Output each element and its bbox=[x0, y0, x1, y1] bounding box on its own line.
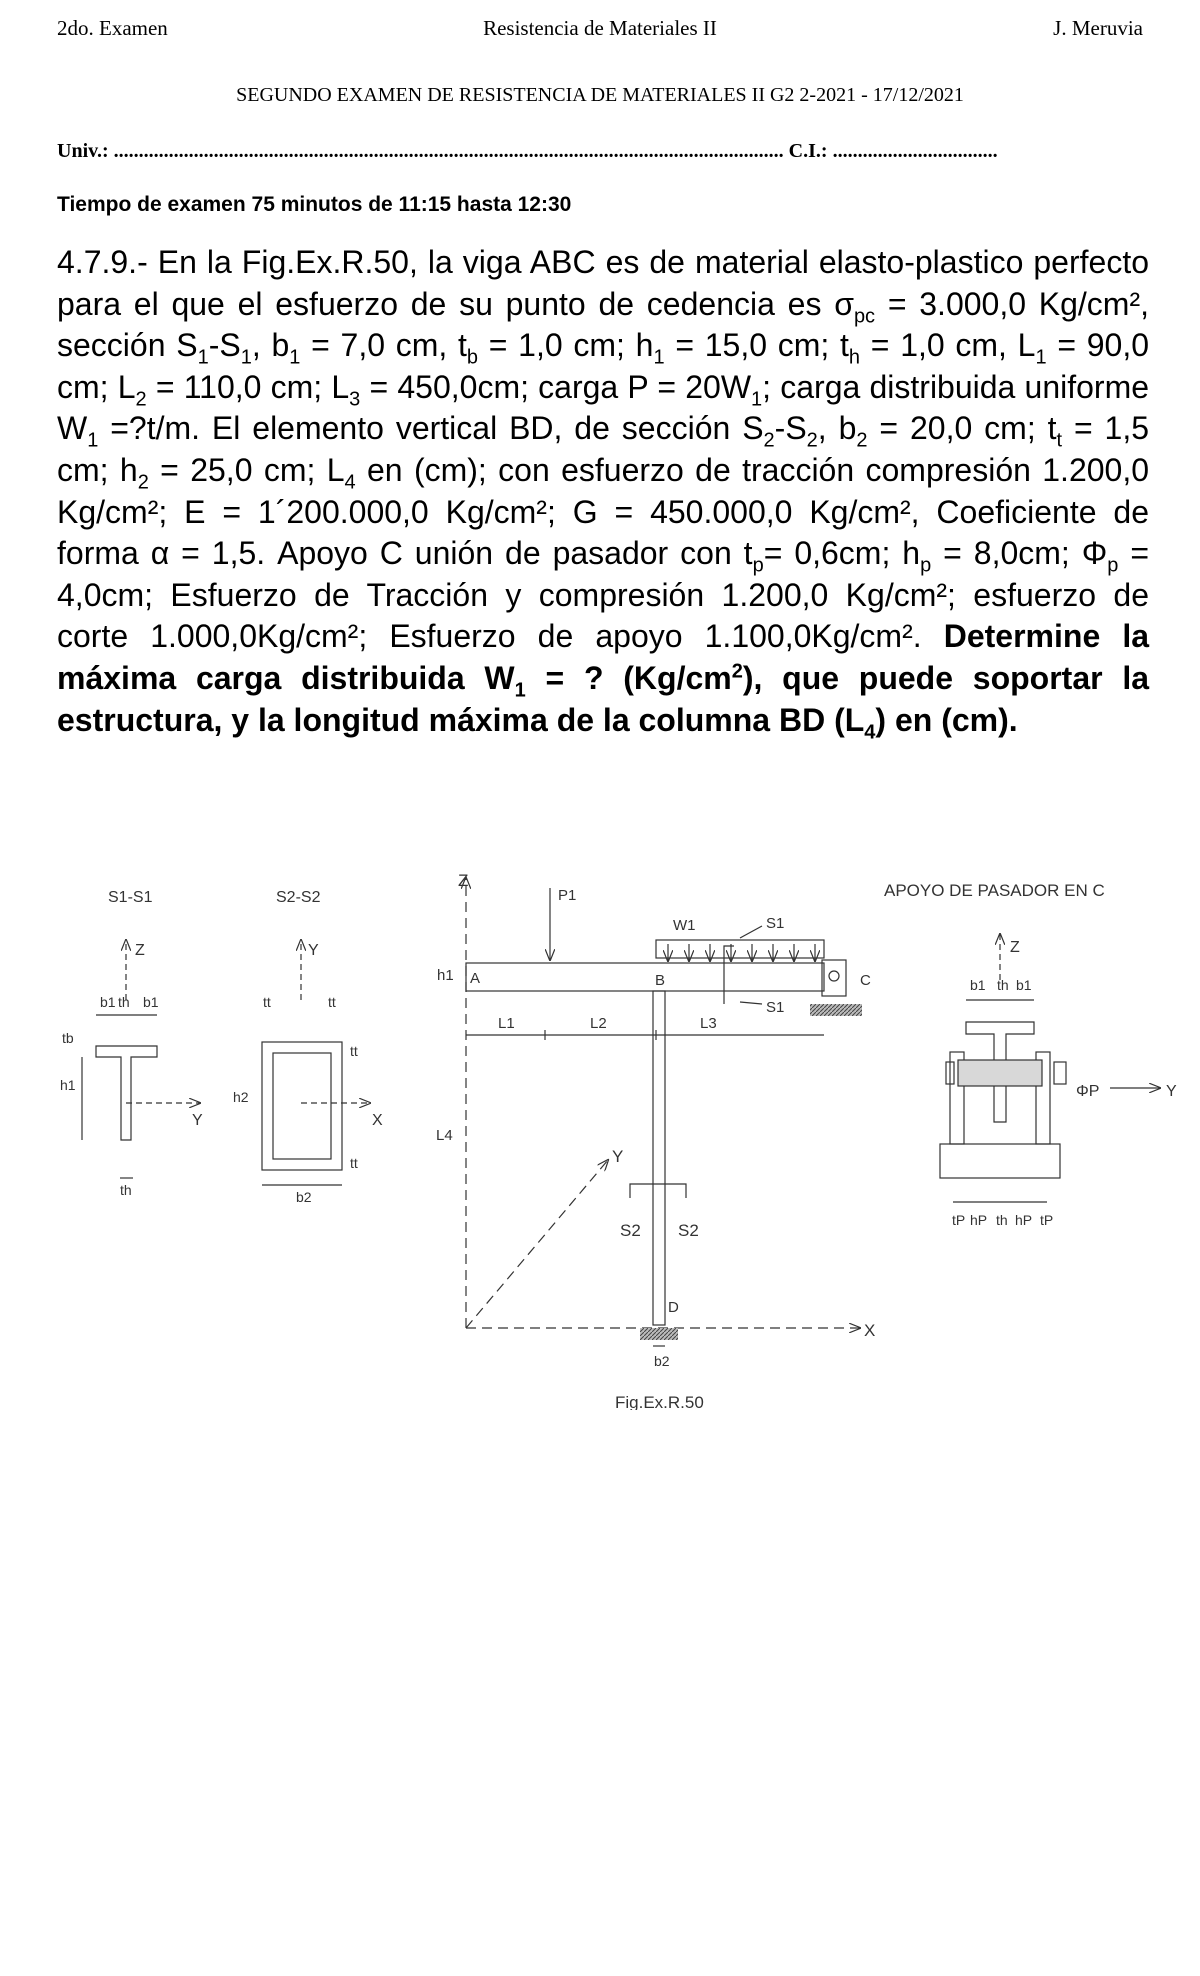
svg-text:th: th bbox=[996, 1212, 1008, 1228]
svg-text:hP: hP bbox=[1015, 1212, 1033, 1228]
pin-support-detail bbox=[884, 881, 1177, 1228]
svg-text:tP: tP bbox=[1040, 1212, 1054, 1228]
header-right: J. Meruvia bbox=[1053, 16, 1143, 40]
svg-text:b1: b1 bbox=[143, 994, 159, 1010]
univ-ci-line: Univ.: ...................................................................................................................................... C.I.: ................................. bbox=[57, 140, 998, 162]
svg-text:Y: Y bbox=[1166, 1083, 1177, 1100]
svg-text:ΦP: ΦP bbox=[1076, 1083, 1100, 1100]
figure-caption: Fig.Ex.R.50 bbox=[615, 1393, 704, 1410]
svg-text:Y: Y bbox=[192, 1112, 203, 1129]
svg-text:S2: S2 bbox=[678, 1221, 699, 1240]
svg-text:h1: h1 bbox=[437, 967, 454, 984]
svg-text:Z: Z bbox=[1010, 939, 1020, 956]
svg-text:Z: Z bbox=[135, 942, 145, 959]
exam-title: SEGUNDO EXAMEN DE RESISTENCIA DE MATERIALES II G2 2-2021 - 17/12/2021 bbox=[236, 84, 964, 106]
section-s1-s1 bbox=[60, 889, 203, 1198]
svg-text:B: B bbox=[655, 972, 666, 989]
svg-text:th: th bbox=[997, 977, 1009, 993]
svg-text:Y: Y bbox=[612, 1147, 624, 1166]
header-left: 2do. Examen bbox=[57, 16, 168, 40]
svg-text:b1: b1 bbox=[970, 977, 986, 993]
svg-text:Y: Y bbox=[308, 942, 319, 959]
header-center: Resistencia de Materiales II bbox=[483, 16, 717, 40]
svg-text:S2-S2: S2-S2 bbox=[276, 889, 321, 906]
svg-text:th: th bbox=[120, 1182, 132, 1198]
svg-text:h1: h1 bbox=[60, 1077, 76, 1093]
svg-text:L3: L3 bbox=[700, 1015, 717, 1032]
problem-statement: 4.7.9.- En la Fig.Ex.R.50, la viga ABC es de material elasto-plastico perfecto para el que el esfuerzo de su punto de cedencia es $\sigma_{pc} = 3.000,0$ Kg/cm², sección $S_1-S_1$, $b_1 = 7,0$ cm, $t_b = 1,0$ cm; $h_1 = 15,0$ cm; $t_h = 1,0$ cm, $L_1 = 90,0$ cm; $L_2 = 110,0$ cm; $L_3 = 450,0cm$; carga $P = 20W_1$; carga distribuida uniforme $W_1$ =?t/m. El elemento vertical BD, de sección $S_2-S_2$, $b_2 = 20,0$ cm; $t_t = 1,5$ cm; $h_2 = 25,0$ cm; $L_4$ en (cm); con esfuerzo de tracción compresión 1.200,0 Kg/cm²; E = 1´200.000,0 Kg/cm²; G = 450.000,0 Kg/cm², Coeficiente de forma α = 1,5. Apoyo C unión de pasador con $t_p= 0,6cm$; $h_p = 8,0cm$; $\Phi_p = 4,0cm$; Esfuerzo de Tracción y compresión 1.200,0 Kg/cm²; esfuerzo de corte 1.000,0Kg/cm²; Esfuerzo de apoyo 1.100,0Kg/cm². Determine la máxima carga distribuida $W_1$ = ? $(Kg/cm^2)$, que puede soportar la estructura, y la longitud máxima de la columna BD $(L_4)$ en (cm). bbox=[57, 244, 1150, 743]
svg-text:L1: L1 bbox=[498, 1015, 515, 1032]
svg-text:tt: tt bbox=[263, 994, 271, 1010]
svg-text:b2: b2 bbox=[654, 1353, 670, 1369]
structure-figure bbox=[0, 850, 1200, 1410]
svg-text:b1: b1 bbox=[1016, 977, 1032, 993]
svg-text:tb: tb bbox=[62, 1030, 74, 1046]
svg-text:D: D bbox=[668, 1299, 679, 1316]
svg-text:tt: tt bbox=[350, 1043, 358, 1059]
svg-text:tt: tt bbox=[328, 994, 336, 1010]
svg-text:b2: b2 bbox=[296, 1189, 312, 1205]
svg-text:P1: P1 bbox=[558, 887, 577, 904]
svg-text:C: C bbox=[860, 972, 871, 989]
svg-text:h2: h2 bbox=[233, 1089, 249, 1105]
section-s2-s2 bbox=[233, 889, 383, 1205]
exam-time: Tiempo de examen 75 minutos de 11:15 hasta 12:30 bbox=[57, 193, 572, 216]
svg-text:b1: b1 bbox=[100, 994, 116, 1010]
svg-text:W1: W1 bbox=[673, 917, 696, 934]
main-structure bbox=[436, 871, 875, 1410]
svg-text:L4: L4 bbox=[436, 1127, 453, 1144]
problem-question: Determine la máxima carga distribuida $W_1$ = ? $(Kg/cm^2)$, que puede soportar la estructura, y la longitud máxima de la columna BD $(L_4)$ en (cm). bbox=[57, 618, 1150, 743]
svg-text:tt: tt bbox=[350, 1155, 358, 1171]
svg-text:A: A bbox=[470, 970, 481, 987]
svg-text:S1: S1 bbox=[766, 999, 785, 1016]
svg-text:APOYO DE PASADOR EN C: APOYO DE PASADOR EN C bbox=[884, 881, 1105, 900]
svg-text:S2: S2 bbox=[620, 1221, 641, 1240]
svg-text:X: X bbox=[864, 1321, 876, 1340]
svg-text:tP: tP bbox=[952, 1212, 966, 1228]
svg-text:S1-S1: S1-S1 bbox=[108, 889, 153, 906]
svg-text:hP: hP bbox=[970, 1212, 988, 1228]
svg-text:X: X bbox=[372, 1112, 383, 1129]
svg-text:S1: S1 bbox=[766, 915, 785, 932]
svg-text:L2: L2 bbox=[590, 1015, 607, 1032]
svg-text:th: th bbox=[118, 994, 130, 1010]
svg-text:Z: Z bbox=[458, 871, 469, 890]
